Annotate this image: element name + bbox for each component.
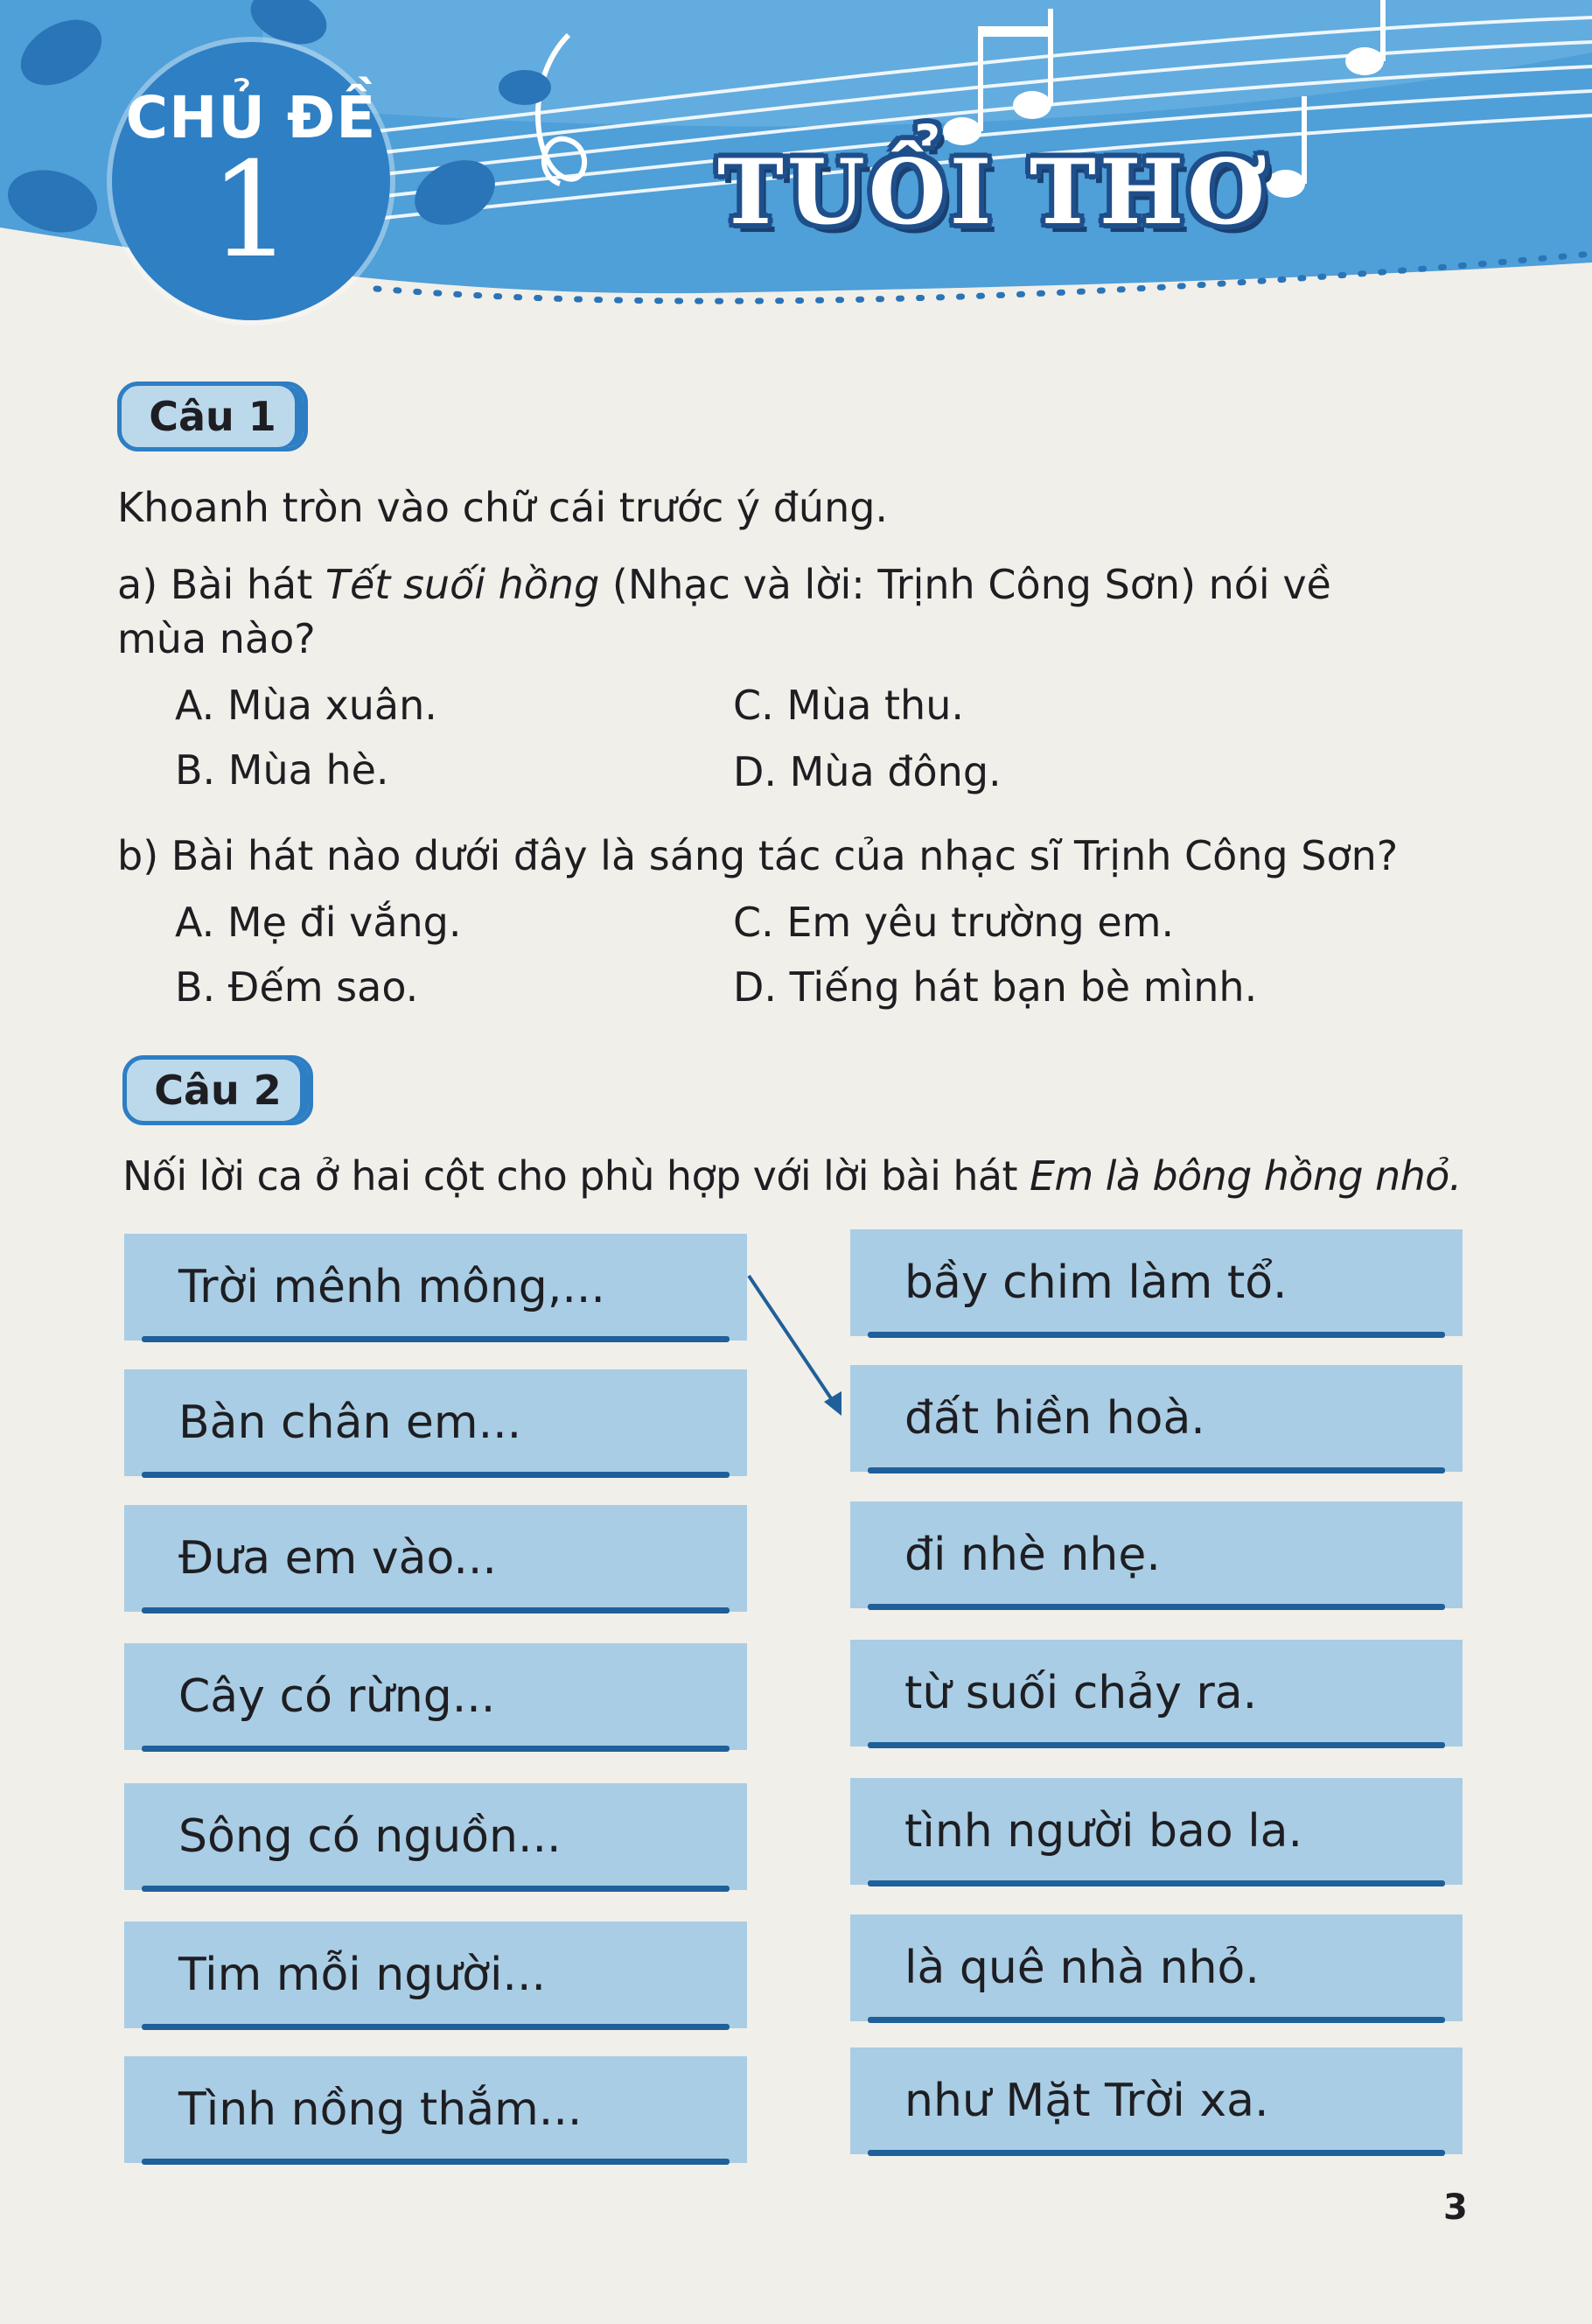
question-2-instruction-prefix: Nối lời ca ở hai cột cho phù hợp với lời bài hát [122,1152,1030,1200]
left-lyric-3[interactable]: Đưa em vào... [124,1505,747,1612]
topic-number: 1 [209,135,293,287]
topic-label: CHỦ ĐỀ [125,84,377,151]
right-lyric-6[interactable]: là quê nhà nhỏ. [850,1914,1463,2021]
right-lyric-1[interactable]: bầy chim làm tổ. [850,1229,1463,1336]
left-lyric-7[interactable]: Tình nồng thắm... [124,2056,747,2163]
chapter-header [0,0,1592,350]
right-lyric-3[interactable]: đi nhè nhẹ. [850,1502,1463,1608]
question-2-badge: Câu 2 [122,1055,313,1125]
question-1a-text [117,560,1331,609]
question-1-instruction: Khoanh tròn vào chữ cái trước ý đúng. [117,484,889,531]
option-1a-D[interactable]: D. Mùa đông. [733,748,1002,795]
option-1b-D[interactable]: D. Tiếng hát bạn bè mình. [733,963,1258,1011]
left-lyric-2[interactable]: Bàn chân em... [124,1369,747,1476]
chapter-title: TUỔI THƠ [717,140,1269,245]
left-lyric-6[interactable]: Tim mỗi người... [124,1922,747,2028]
option-1b-C[interactable]: C. Em yêu trường em. [733,899,1175,946]
left-lyric-1[interactable]: Trời mênh mông,... [124,1234,747,1340]
right-lyric-4[interactable]: từ suối chảy ra. [850,1640,1463,1746]
topic-number-circle [112,42,390,320]
question-1a-suffix: (Nhạc và lời: Trịnh Công Sơn) nói về [599,561,1331,608]
right-lyric-5[interactable]: tình người bao la. [850,1778,1463,1885]
option-1a-C[interactable]: C. Mùa thu. [733,682,964,729]
option-1b-B[interactable]: B. Đếm sao. [175,963,419,1011]
question-2-song-title: Em là bông hồng nhỏ. [1029,1152,1462,1200]
left-lyric-5[interactable]: Sông có nguồn... [124,1783,747,1890]
question-1a-song-title: Tết suối hồng [325,561,600,608]
left-lyric-4[interactable]: Cây có rừng... [124,1643,747,1750]
option-1a-A[interactable]: A. Mùa xuân. [175,682,437,729]
question-1b-text: b) Bài hát nào dưới đây là sáng tác của nhạc sĩ Trịnh Công Sơn? [117,832,1399,879]
right-lyric-2[interactable]: đất hiền hoà. [850,1365,1463,1472]
page-number: 3 [1443,2188,1468,2228]
question-1a-prefix: a) Bài hát [117,561,325,608]
question-2-instruction [122,1152,1462,1200]
question-1a-line2: mùa nào? [117,615,316,662]
question-1-badge: Câu 1 [117,382,308,452]
right-lyric-7[interactable]: như Mặt Trời xa. [850,2048,1463,2154]
example-match-arrow [744,1269,857,1426]
option-1b-A[interactable]: A. Mẹ đi vắng. [175,899,462,946]
option-1a-B[interactable]: B. Mùa hè. [175,746,389,794]
